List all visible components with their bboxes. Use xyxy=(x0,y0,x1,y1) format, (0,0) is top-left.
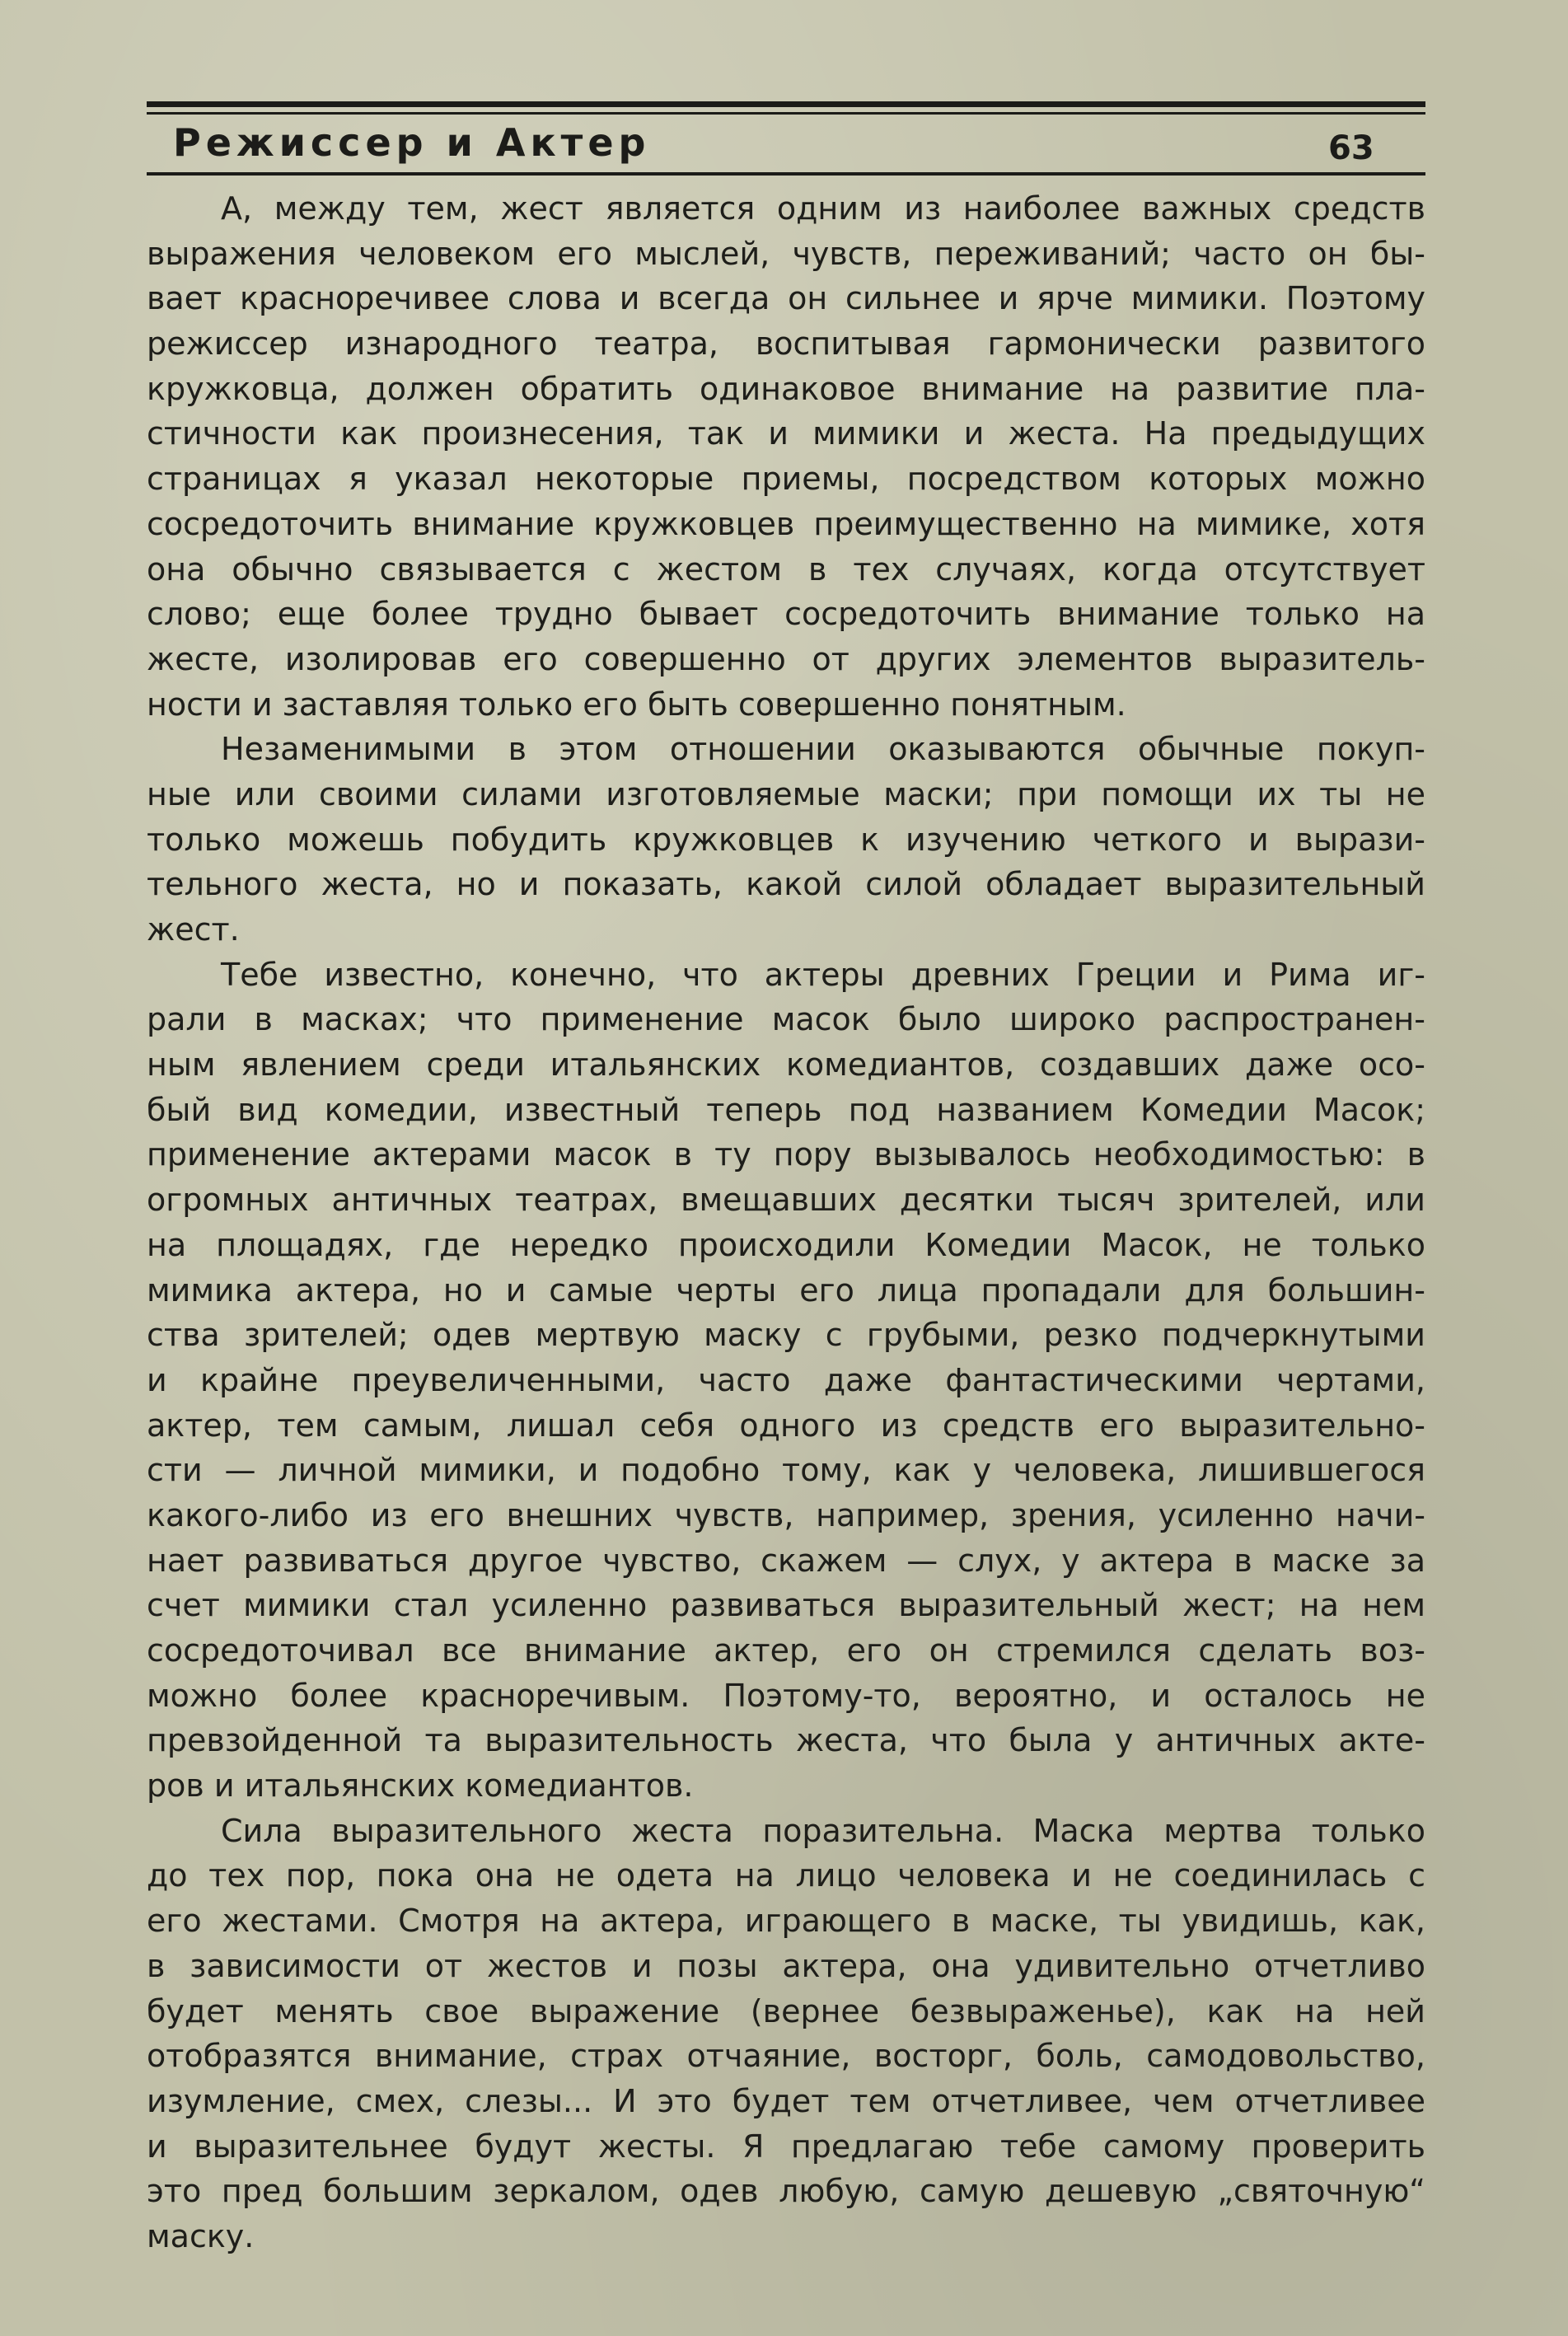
text-line: тельного жеста, но и показать, какой силой обладает выразительный xyxy=(147,866,1425,903)
text-line: выражения человеком его мыслей, чувств, переживаний; часто он бы- xyxy=(147,235,1425,272)
text-line: актер, тем самым, лишал себя одного из средств его выразительно- xyxy=(147,1407,1425,1444)
text-line: и выразительнее будут жесты. Я предлагаю тебе самому проверить xyxy=(147,2128,1425,2165)
text-line: это пред большим зеркалом, одев любую, самую дешевую „святочную“ xyxy=(147,2173,1425,2210)
text-line: Сила выразительного жеста поразительна. Маска мертва только xyxy=(221,1812,1425,1849)
text-line: сти — личной мимики, и подобно тому, как у человека, лишившегося xyxy=(147,1452,1425,1489)
text-line: и крайне преувеличенными, часто даже фантастическими чертами, xyxy=(147,1361,1425,1398)
text-line: мимика актера, но и самые черты его лица пропадали для большин- xyxy=(147,1271,1425,1308)
text-line: кружковца, должен обратить одинаковое внимание на развитие пла- xyxy=(147,370,1425,407)
text-line: бый вид комедии, известный теперь под названием Комедии Масок; xyxy=(147,1091,1425,1128)
text-line: нает развиваться другое чувство, скажем — слух, у актера в маске за xyxy=(147,1542,1425,1579)
header-rule-bottom xyxy=(147,172,1425,176)
text-line: слово; еще более трудно бывает сосредоточить внимание только на xyxy=(147,596,1425,633)
header-rule-thick xyxy=(147,101,1425,107)
text-line: ства зрителей; одев мертвую маску с грубыми, резко подчеркнутыми xyxy=(147,1317,1425,1354)
text-line: сосредоточить внимание кружковцев преимущественно на мимике, хотя xyxy=(147,505,1425,542)
text-line: превзойденной та выразительность жеста, что была у античных акте- xyxy=(147,1722,1425,1759)
text-line: Тебе известно, конечно, что актеры древних Греции и Рима иг- xyxy=(221,956,1425,993)
text-line: жесте, изолировав его совершенно от других элементов выразитель- xyxy=(147,640,1425,677)
running-title: Режиссер и Актер xyxy=(173,120,651,165)
text-line: ности и заставляя только его быть совершенно понятным. xyxy=(147,686,1126,723)
text-line: А, между тем, жест является одним из наиболее важных средств xyxy=(221,190,1425,227)
text-line: до тех пор, пока она не одета на лицо человека и не соединилась с xyxy=(147,1857,1425,1894)
text-line: огромных античных театрах, вмещавших десятки тысяч зрителей, или xyxy=(147,1182,1425,1219)
text-line: стичности как произнесения, так и мимики и жеста. На предыдущих xyxy=(147,415,1425,452)
text-line: сосредоточивал все внимание актер, его он стремился сделать воз- xyxy=(147,1632,1425,1669)
text-line: применение актерами масок в ту пору вызывалось необходимостью: в xyxy=(147,1136,1425,1173)
text-line: рали в масках; что применение масок было широко распространен- xyxy=(147,1001,1425,1038)
text-line: только можешь побудить кружковцев к изучению четкого и вырази- xyxy=(147,821,1425,858)
page-number: 63 xyxy=(1328,129,1374,167)
text-line: в зависимости от жестов и позы актера, она удивительно отчетливо xyxy=(147,1947,1425,1984)
text-line: ные или своими силами изготовляемые маски; при помощи их ты не xyxy=(147,775,1425,812)
text-line: жест. xyxy=(147,911,240,948)
body-text xyxy=(147,186,1425,2259)
text-line: можно более красноречивым. Поэтому-то, вероятно, и осталось не xyxy=(147,1677,1425,1714)
text-line: страницах я указал некоторые приемы, посредством которых можно xyxy=(147,461,1425,498)
text-line: она обычно связывается с жестом в тех случаях, когда отсутствует xyxy=(147,550,1425,588)
text-line: на площадях, где нередко происходили Комедии Масок, не только xyxy=(147,1226,1425,1263)
text-line: его жестами. Смотря на актера, играющего в маске, ты увидишь, как, xyxy=(147,1903,1425,1940)
text-line: отобразятся внимание, страх отчаяние, восторг, боль, самодовольство, xyxy=(147,2038,1425,2075)
text-line: вает красноречивее слова и всегда он сильнее и ярче мимики. Поэтому xyxy=(147,280,1425,317)
text-line: Незаменимыми в этом отношении оказываются обычные покуп- xyxy=(221,731,1425,768)
text-line: какого-либо из его внешних чувств, например, зрения, усиленно начи- xyxy=(147,1496,1425,1533)
text-line: ров и итальянских комедиантов. xyxy=(147,1767,694,1805)
text-line: счет мимики стал усиленно развиваться выразительный жест; на нем xyxy=(147,1587,1425,1624)
text-line: изумление, смех, слезы... И это будет тем отчетливее, чем отчетливее xyxy=(147,2082,1425,2119)
text-line: режиссер изнародного театра, воспитывая гармонически развитого xyxy=(147,325,1425,363)
header-rule-thin xyxy=(147,112,1425,115)
text-line: будет менять свое выражение (вернее безвыраженье), как на ней xyxy=(147,1992,1425,2029)
text-line: ным явлением среди итальянских комедиантов, создавших даже осо- xyxy=(147,1046,1425,1084)
text-line: маску. xyxy=(147,2217,255,2254)
